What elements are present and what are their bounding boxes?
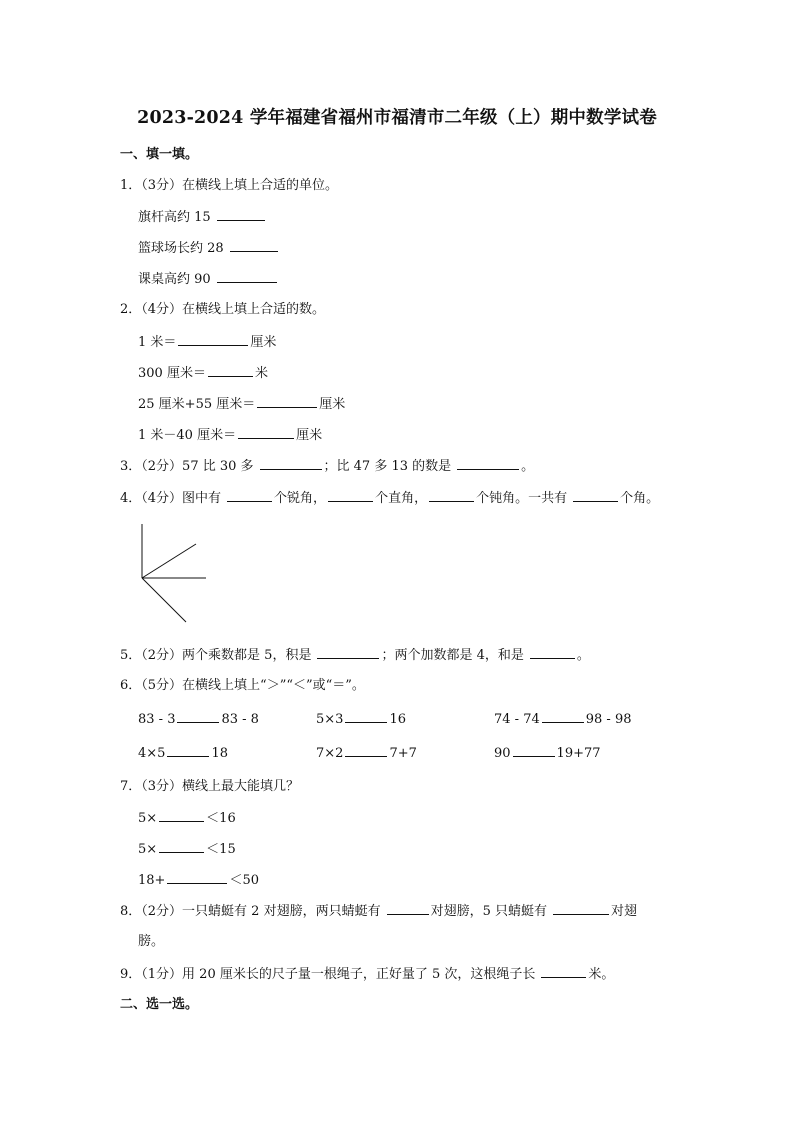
q2-d-post: 厘米	[296, 428, 323, 443]
q8-mid: 对翅膀，5 只蜻蜓有	[430, 904, 547, 919]
q6-r1c1-left: 83 - 3	[138, 712, 176, 727]
q5-blank-2[interactable]	[530, 646, 575, 659]
q2-item-b	[138, 364, 268, 383]
q7-c-blank[interactable]	[167, 871, 227, 884]
q6-r1c3-right: 98 - 98	[585, 712, 632, 727]
q6-r2c1-right: 18	[211, 746, 228, 761]
page-title: 2023-2024 学年福建省福州市福清市二年级（上）期中数学试卷	[137, 108, 657, 128]
q3-blank-1[interactable]	[260, 457, 322, 470]
q7-item-b	[138, 840, 236, 859]
q2-item-d	[138, 426, 322, 445]
q6-r1c2-right: 16	[389, 712, 406, 727]
q4-p4: 个角。	[620, 491, 660, 506]
q2-c-pre: 25 厘米+55 厘米＝	[138, 397, 256, 412]
q5	[120, 646, 590, 665]
q6-r1c2	[316, 710, 406, 729]
q6-r1c1-right: 83 - 8	[221, 712, 259, 727]
q7-b-post: ＜15	[206, 842, 236, 857]
q3-mid: ；比 47 多 13 的数是	[323, 459, 452, 474]
q4-p2: 个直角，	[375, 491, 428, 506]
q5-post: 。	[576, 648, 590, 663]
q8-blank-2[interactable]	[553, 902, 609, 915]
section-multiple-choice: 二、选一选。	[120, 997, 199, 1012]
q1-a-blank[interactable]	[217, 208, 265, 221]
q6-r1c2-blank[interactable]	[345, 710, 387, 723]
q9-blank[interactable]	[541, 965, 586, 978]
q7-c-pre: 18+	[138, 873, 166, 888]
q6-r2c2-left: 7×2	[316, 746, 344, 761]
q2-c-post: 厘米	[319, 397, 346, 412]
q8-blank-1[interactable]	[387, 902, 429, 915]
angle-figure	[132, 520, 222, 630]
q2-item-c	[138, 395, 345, 414]
q5-mid: ；两个加数都是 4，和是	[381, 648, 524, 663]
q6-r2c3-left: 90	[494, 746, 511, 761]
q2-a-blank[interactable]	[178, 333, 248, 346]
q3-post: 。	[521, 459, 535, 474]
q6-r1c3-blank[interactable]	[542, 710, 584, 723]
q1-heading: 1．（3分）在横线上填上合适的单位。	[120, 178, 339, 193]
q6-r1c2-left: 5×3	[316, 712, 344, 727]
q1-item-c	[138, 270, 279, 289]
q6-r1c1	[138, 710, 259, 729]
q7-b-pre: 5×	[138, 842, 158, 857]
q7-c-post: ＜50	[229, 873, 259, 888]
q6-r1c1-blank[interactable]	[177, 710, 219, 723]
q2-item-a	[138, 333, 276, 352]
q4-blank-2[interactable]	[328, 489, 373, 502]
q6-heading: 6．（5分）在横线上填上“＞”“＜”或“＝”。	[120, 678, 365, 693]
q2-d-pre: 1 米－40 厘米＝	[138, 428, 237, 443]
q9-pre: 9．（1分）用 20 厘米长的尺子量一根绳子，正好量了 5 次，这根绳子长	[120, 967, 536, 982]
q4-blank-4[interactable]	[573, 489, 618, 502]
q8-continuation: 膀。	[138, 934, 165, 949]
q4-blank-1[interactable]	[227, 489, 272, 502]
q4-p1: 个锐角，	[274, 491, 327, 506]
q6-r2c1-blank[interactable]	[167, 744, 209, 757]
q2-a-pre: 1 米＝	[138, 335, 177, 350]
q6-r1c3	[494, 710, 632, 729]
q2-c-blank[interactable]	[257, 395, 317, 408]
q7-a-pre: 5×	[138, 811, 158, 826]
q1-b-blank[interactable]	[230, 239, 278, 252]
q7-item-c	[138, 871, 259, 890]
q8	[120, 902, 637, 921]
section-fill-in: 一、填一填。	[120, 147, 199, 162]
q4-blank-3[interactable]	[429, 489, 474, 502]
q1-a-text: 旗杆高约 15	[138, 210, 211, 225]
q3-pre: 3．（2分）57 比 30 多	[120, 459, 254, 474]
q6-r2c1	[138, 744, 228, 763]
q7-a-blank[interactable]	[159, 809, 204, 822]
q1-item-a	[138, 208, 267, 227]
figure-ray-lower	[142, 578, 186, 622]
q8-post: 对翅	[610, 904, 637, 919]
q7-item-a	[138, 809, 236, 828]
q9	[120, 965, 614, 984]
q2-b-blank[interactable]	[208, 364, 253, 377]
q5-pre: 5．（2分）两个乘数都是 5，积是	[120, 648, 312, 663]
q6-r2c2-blank[interactable]	[345, 744, 387, 757]
q1-item-b	[138, 239, 280, 258]
q6-r1c3-left: 74 - 74	[494, 712, 540, 727]
q2-b-post: 米	[254, 366, 268, 381]
q7-a-post: ＜16	[206, 811, 236, 826]
q1-c-blank[interactable]	[217, 270, 277, 283]
q6-r2c1-left: 4×5	[138, 746, 166, 761]
q5-blank-1[interactable]	[317, 646, 379, 659]
q8-pre: 8．（2分）一只蜻蜓有 2 对翅膀，两只蜻蜓有	[120, 904, 381, 919]
q7-b-blank[interactable]	[159, 840, 204, 853]
q6-r2c3-blank[interactable]	[513, 744, 555, 757]
q4	[120, 489, 659, 508]
q3-blank-2[interactable]	[457, 457, 519, 470]
q4-p3: 个钝角。一共有	[476, 491, 568, 506]
q9-post: 米。	[588, 967, 615, 982]
q6-r2c2	[316, 744, 417, 763]
q1-c-text: 课桌高约 90	[138, 272, 211, 287]
q7-heading: 7．（3分）横线上最大能填几？	[120, 779, 300, 794]
q1-b-text: 篮球场长约 28	[138, 241, 224, 256]
q6-r2c2-right: 7+7	[389, 746, 417, 761]
q2-a-post: 厘米	[250, 335, 277, 350]
q2-heading: 2．（4分）在横线上填上合适的数。	[120, 302, 326, 317]
q2-d-blank[interactable]	[238, 426, 294, 439]
q6-r2c3	[494, 744, 601, 763]
q3	[120, 457, 534, 476]
figure-ray-upper	[142, 544, 196, 578]
q4-pre: 4．（4分）图中有	[120, 491, 222, 506]
q2-b-pre: 300 厘米＝	[138, 366, 206, 381]
q6-r2c3-right: 19+77	[556, 746, 601, 761]
